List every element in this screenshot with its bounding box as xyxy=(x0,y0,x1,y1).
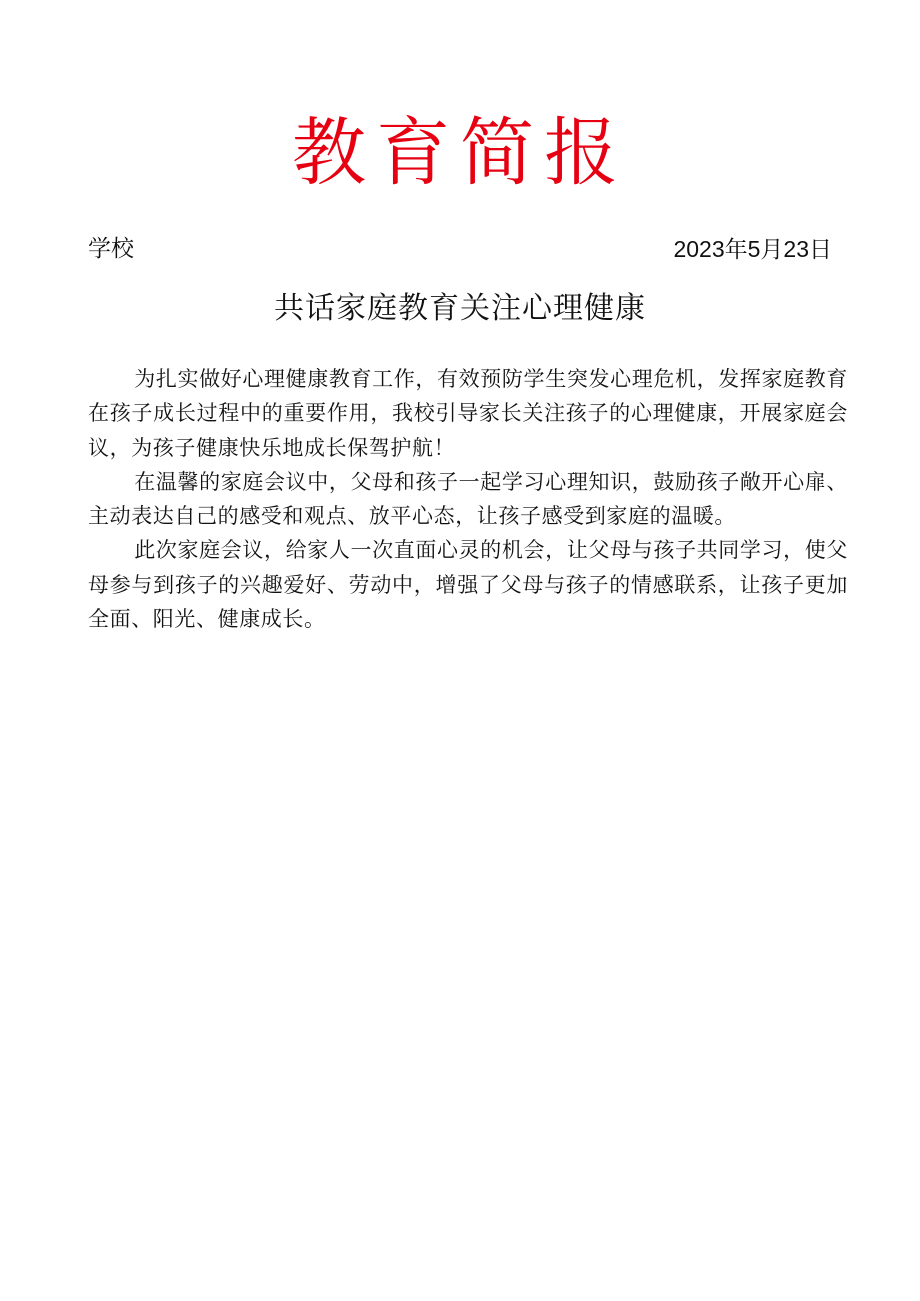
newsletter-masthead: 教育简报 xyxy=(292,110,628,196)
article-paragraph: 在温馨的家庭会议中，父母和孩子一起学习心理知识，鼓励孩子敞开心扉、主动表达自己的感受和观点、放平心态，让孩子感受到家庭的温暖。 xyxy=(88,469,848,529)
article-body xyxy=(88,362,848,636)
issue-date: 2023年5月23日 xyxy=(673,236,832,262)
article-paragraph: 此次家庭会议，给家人一次直面心灵的机会，让父母与孩子共同学习，使父母参与到孩子的兴趣爱好、劳动中，增强了父母与孩子的情感联系，让孩子更加全面、阳光、健康成长。 xyxy=(88,538,848,632)
article-paragraph: 为扎实做好心理健康教育工作，有效预防学生突发心理危机，发挥家庭教育在孩子成长过程中的重要作用，我校引导家长关注孩子的心理健康，开展家庭会议，为孩子健康快乐地成长保驾护航！ xyxy=(88,367,848,460)
meta-row xyxy=(88,232,832,266)
school-name: 学校 xyxy=(88,236,134,262)
article-headline: 共话家庭教育关注心理健康 xyxy=(274,291,646,326)
